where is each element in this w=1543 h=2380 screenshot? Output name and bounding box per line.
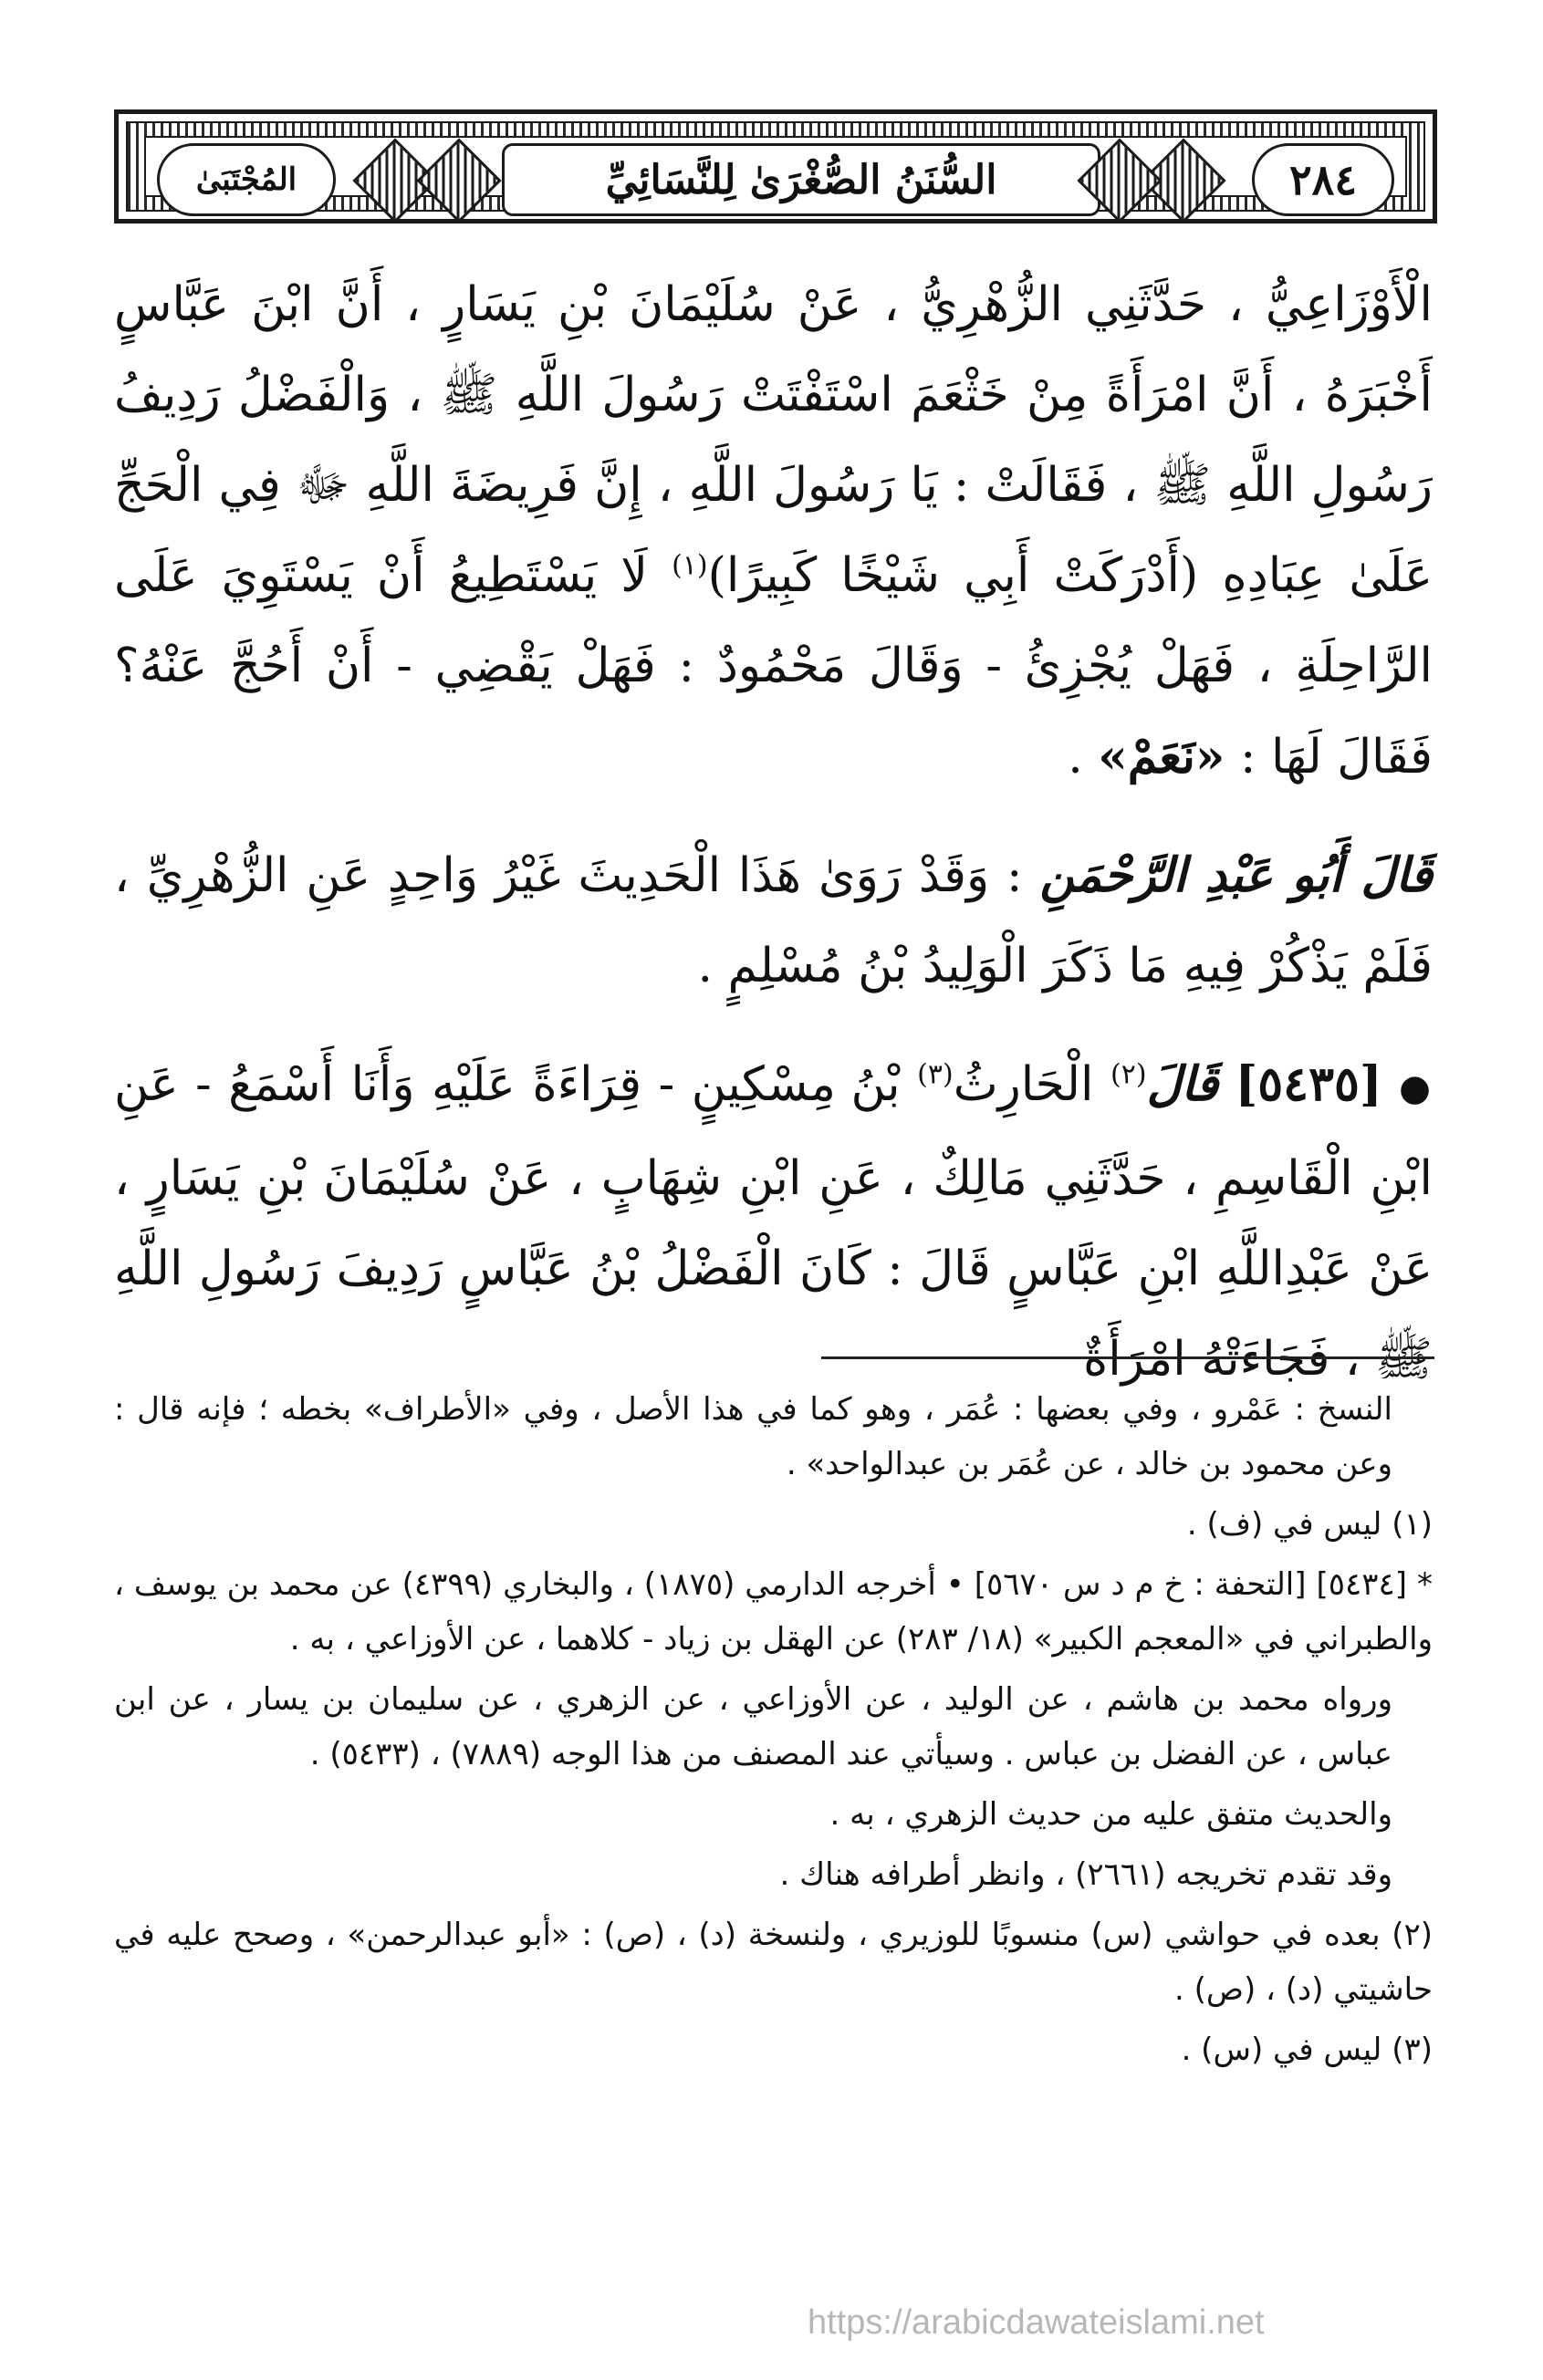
footnote: (٣) ليس في (س) . [1181, 2032, 1433, 2068]
hadith-paragraph [114, 1039, 1433, 1405]
footnote-marker: (١) [672, 549, 708, 582]
comment-text: : وَقَدْ رَوَىٰ هَذَا الْحَدِيثَ غَيْرُ وَاحِدٍ عَنِ الزُّهْرِيِّ ، فَلَمْ يَذْكُرْ فِيهِ مَا ذَكَرَ الْوَلِيدُ بْنُ مُسْلِمٍ . [114, 848, 1433, 993]
footnote: (١) ليس في (ف) . [1186, 1506, 1433, 1543]
footnote: والحديث متفق عليه من حديث الزهري ، به . [829, 1796, 1392, 1833]
page-header [114, 109, 1437, 223]
hadith-text: لَا يَسْتَطِيعُ أَنْ يَسْتَوِيَ عَلَى الرَّاحِلَةِ ، فَهَلْ يُجْزِئُ - وَقَالَ مَحْمُودٌ : فَهَلْ يَقْضِي - أَنْ أَحُجَّ عَنْهُ؟ فَقَالَ لَهَا : [114, 548, 1433, 785]
hadith-text: الْحَارِثُ [953, 1057, 1094, 1112]
footnote: وقد تقدم تخريجه (٢٦٦١) ، وانظر أطرافه هناك . [779, 1856, 1392, 1893]
author-comment [114, 830, 1433, 1012]
title-cartouche [502, 143, 1100, 216]
hadith-text: . [1068, 730, 1083, 785]
footnote-takhrij: * [٥٤٣٤] [التحفة : خ م د س ٥٦٧٠] • أخرجه الدارمي (١٨٧٥) ، والبخاري (٤٣٩٩) عن محمد بن يوسف ، والطبراني في «المعجم الكبير» (١٨/ ٢٨٣) عن الهقل بن زياد - كلاهما ، عن الأوزاعي ، به . [114, 1566, 1433, 1658]
book-mark-cartouche [157, 143, 336, 216]
page-number: ٢٨٤ [1288, 155, 1358, 204]
bullet-icon: ● [1399, 1067, 1434, 1109]
hadith-paragraph [114, 260, 1433, 803]
footnote: (٢) بعده في حواشي (س) منسوبًا للوزيري ، ولنسخة (د) ، (ص) : «أبو عبدالرحمن» ، وصحح عليه في حاشيتي (د) ، (ص) . [114, 1917, 1433, 2008]
footnote-rule [821, 1356, 1434, 1359]
author-lead: قَالَ أَبُو عَبْدِ الرَّحْمَنِ [1039, 847, 1434, 903]
main-text [114, 260, 1433, 1405]
hadith-number: [٥٤٣٥] [1235, 1056, 1382, 1112]
watermark-url: https://arabicdawateislami.net [808, 2303, 1265, 2342]
header-ornament-border [126, 121, 1425, 212]
footnote: النسخ : عَمْرو ، وفي بعضها : عُمَر ، وهو كما في هذا الأصل ، وفي «الأطراف» بخطه ؛ فإنه قال : وعن محمود بن خالد ، عن عُمَر بن عبدالواحد» . [114, 1391, 1392, 1482]
footnote-marker: (٣) [917, 1058, 954, 1091]
book-mark: المُجْتَبَىٰ [195, 161, 297, 198]
page-number-cartouche [1252, 143, 1394, 216]
hadith-text: بْنُ مِسْكِينٍ - قِرَاءَةً عَلَيْهِ وَأَنَا أَسْمَعُ - عَنِ ابْنِ الْقَاسِمِ ، حَدَّثَنِي مَالِكٌ ، عَنِ ابْنِ شِهَابٍ ، عَنْ سُلَيْمَانَ بْنِ يَسَارٍ ، عَنْ عَبْدِاللَّهِ ابْنِ عَبَّاسٍ قَالَ : كَانَ الْفَضْلُ بْنُ عَبَّاسٍ رَدِيفَ رَسُولِ اللَّهِ ﷺ ، فَجَاءَتْهُ امْرَأَةٌ [114, 1057, 1433, 1387]
ornament-icon [416, 138, 501, 223]
running-title: السُّنَنُ الصُّغْرَىٰ لِلنَّسَائِيِّ [605, 156, 997, 203]
footnote: ورواه محمد بن هاشم ، عن الوليد ، عن الأوزاعي ، عن الزهري ، عن سليمان بن يسار ، عن ابن عباس ، عن الفضل بن عباس . وسيأتي عند المصنف من هذا الوجه (٧٨٨٩) ، (٥٤٣٣) . [114, 1681, 1392, 1772]
footnotes [114, 1382, 1433, 2077]
header-strip [144, 136, 1407, 204]
hadith-lead: قَالَ [1146, 1056, 1219, 1112]
hadith-text: الْأَوْزَاعِيُّ ، حَدَّثَنِي الزُّهْرِيُّ ، عَنْ سُلَيْمَانَ بْنِ يَسَارٍ ، أَنَّ ابْنَ عَبَّاسٍ أَخْبَرَهُ ، أَنَّ امْرَأَةً مِنْ خَثْعَمَ اسْتَفْتَتْ رَسُولَ اللَّهِ ﷺ ، وَالْفَضْلُ رَدِيفُ رَسُولِ اللَّهِ ﷺ ، فَقَالَتْ : يَا رَسُولَ اللَّهِ ، إِنَّ فَرِيضَةَ اللَّهِ ﷻ فِي الْحَجِّ عَلَىٰ عِبَادِهِ (أَدْرَكَتْ أَبِي شَيْخًا كَبِيرًا) [114, 277, 1434, 603]
footnote-marker: (٢) [1110, 1058, 1147, 1091]
prophet-answer: «نَعَمْ» [1098, 729, 1225, 785]
